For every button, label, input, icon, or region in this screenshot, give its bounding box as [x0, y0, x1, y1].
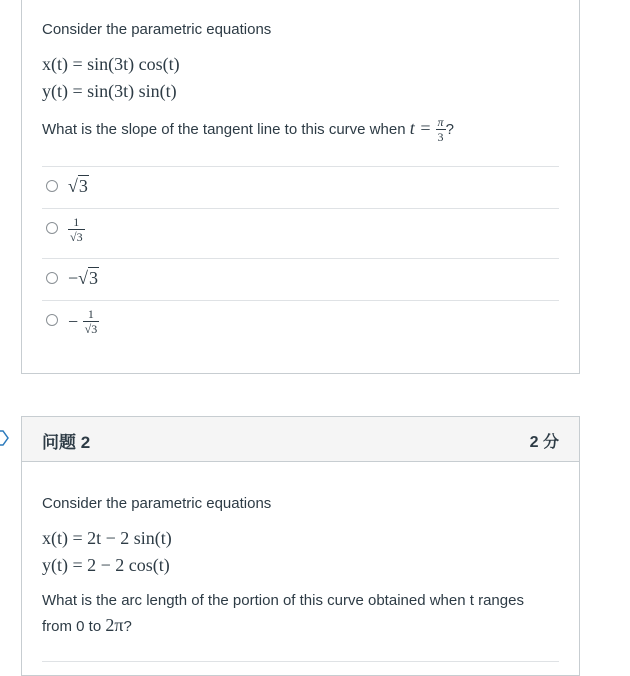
prompt2-end: ?: [123, 618, 132, 635]
answer-3-sign: −: [68, 268, 79, 288]
answer-3-radio[interactable]: [46, 272, 58, 284]
question-2-prompt-line2: [42, 613, 562, 639]
answer-option-2[interactable]: [42, 208, 559, 259]
answer-option-3[interactable]: [42, 258, 559, 301]
answer-1-math: √3: [68, 176, 88, 196]
question-2-body: [42, 462, 559, 672]
answer-2-num: 1: [68, 215, 85, 230]
answer-3-math: −√3: [68, 268, 99, 288]
equation-y: y(t) = sin(3t) sin(t): [42, 81, 177, 101]
question-2-points: 2 分: [529, 434, 559, 451]
answer-2-fraction: $\frac{1}{√3}$: [70, 215, 83, 244]
answer-option-1[interactable]: [42, 166, 559, 209]
question-2-prompt-line1: What is the arc length of the portion of this curve obtained when t ranges: [42, 592, 524, 609]
question-2-intro: Consider the parametric equations: [42, 495, 272, 512]
prompt-fraction-den: 3: [437, 130, 444, 144]
answer-1-radio[interactable]: [46, 180, 58, 192]
prompt-text: What is the slope of the tangent line to this curve when: [42, 120, 406, 138]
equation-x: x(t) = sin(3t) cos(t): [42, 54, 180, 74]
prompt-math-var: t =: [409, 117, 432, 138]
prompt2-pre: from 0 to: [42, 618, 102, 635]
question-1-card: [21, 0, 580, 374]
answer-4-radicand: 3: [91, 322, 98, 336]
answer-2-math: [68, 215, 85, 245]
answer-2-radio[interactable]: [46, 222, 58, 234]
question-2-header: [22, 417, 579, 462]
answer-option-4[interactable]: [42, 300, 559, 351]
question-1-prompt: [42, 115, 454, 145]
prompt-fraction-num: π: [437, 115, 444, 129]
answer-4-math: [68, 307, 99, 337]
answer-1-radicand: 3: [78, 176, 88, 196]
question-1-body: [42, 0, 559, 368]
question-2-card: [21, 416, 580, 676]
answer-4-sign: −: [68, 311, 79, 332]
equation-2-y: y(t) = 2 − 2 cos(t): [42, 555, 170, 575]
answer-4-num: 1: [83, 307, 100, 322]
question-2-prompt: [42, 589, 562, 639]
answer-4-radio[interactable]: [46, 314, 58, 326]
question-2-divider: [42, 661, 559, 662]
question-2-title: 问题 2: [42, 433, 91, 452]
prompt-end: ?: [445, 120, 454, 138]
answer-4-fraction: $\frac{1}{√3}$: [84, 307, 98, 336]
answer-2-radicand: 3: [76, 230, 83, 244]
question-1-intro: Consider the parametric equations: [42, 21, 272, 38]
current-question-marker-icon: [0, 430, 9, 446]
prompt-fraction: [436, 115, 446, 145]
answer-3-radicand: 3: [89, 268, 99, 288]
prompt2-math: 2π: [105, 615, 124, 635]
equation-2-x: x(t) = 2t − 2 sin(t): [42, 528, 172, 548]
